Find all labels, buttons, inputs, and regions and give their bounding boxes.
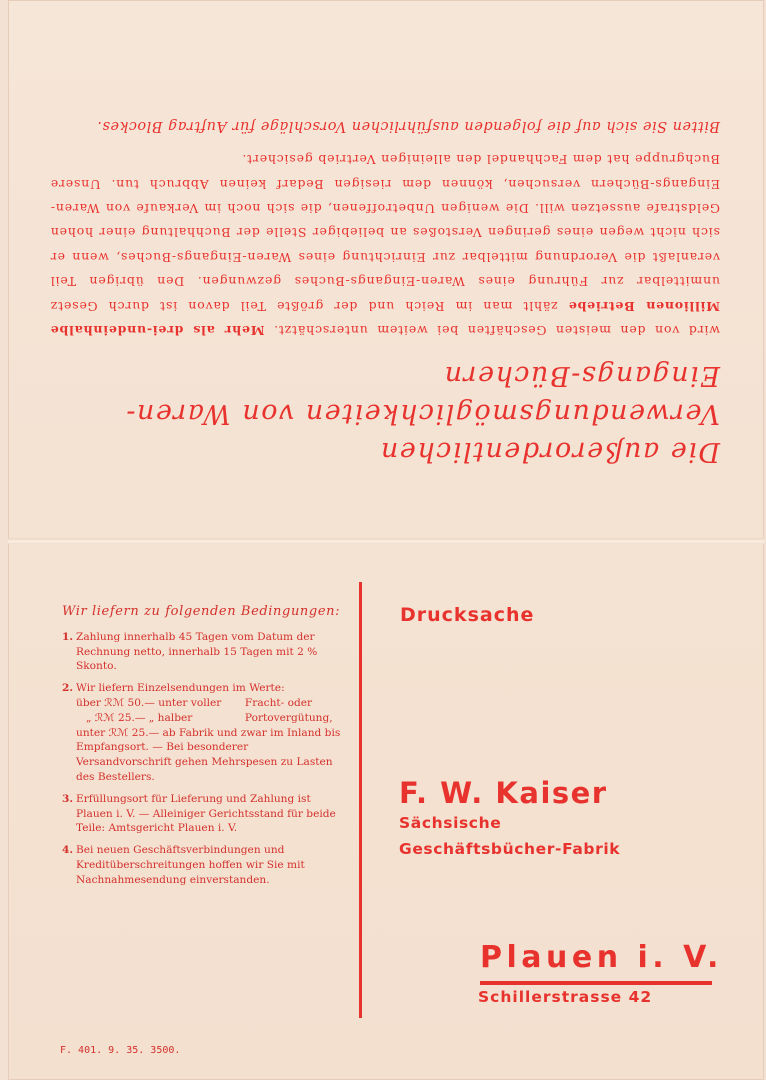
value-cell: Fracht- oder (244, 696, 313, 709)
condition-text: unter ℛℳ 25.— ab Fabrik und zwar im Inland bis Empfangsort. — Bei besonderer Versandvorschrift gehen Mehrspesen zu Lasten des Bestellers. (76, 726, 341, 783)
condition-item-1 (62, 630, 344, 674)
condition-number: 3. (62, 792, 74, 805)
form-code: F. 401. 9. 35. 3500. (60, 1045, 181, 1056)
upper-body-part-3: zählt man im Reich und der größte Teil davon ist durch Gesetz unmittelbar zur Führung eines Waren-Eingangs-Buches gezwungen. Den übrigen Teil veranlaßt die Verordnung mittelbar zur Einrichtung eines Waren-Eingangs-Buches, wenn er sich nicht wegen eines geringen Verstoßes an beliebiger Stelle der Buchhaltung einer hohen Geldstrafe aussetzen will. Die wenigen Unbetroffenen, die sich noch im Verkaufe von Waren-Eingangs-Büchern versuchen, können dem riesigen Bedarf keinen Abbruch tun. Unsere Buchgruppe hat dem Fachhandel den alleinigen Vertrieb gesichert. (50, 152, 720, 314)
value-row (76, 696, 344, 711)
conditions-block (62, 605, 344, 895)
company-descriptor-line2: Geschäftsbücher-Fabrik (399, 840, 621, 858)
street-address: Schillerstrasse 42 (478, 988, 653, 1006)
upper-title: Die außerordentlichen Verwendungsmöglichkeiten von Waren-Eingangs-Büchern (124, 360, 720, 467)
fold-line (8, 538, 764, 544)
upper-body (50, 147, 720, 342)
condition-item-2 (62, 681, 344, 785)
upper-body-emphasis: Mehr als drei-undeinhalbe Millionen Betriebe (50, 298, 720, 338)
condition-item-4 (62, 843, 344, 887)
value-cell: über ℛℳ 50.— unter voller (76, 696, 222, 709)
upper-panel-inverted (50, 100, 720, 470)
condition-number: 1. (62, 630, 74, 643)
condition-number: 2. (62, 682, 74, 695)
condition-item-3 (62, 792, 344, 836)
city-name: Plauen i. V. (480, 940, 712, 985)
value-cell: „ ℛℳ 25.— „ halber (86, 711, 193, 724)
upper-closing-line: Bitten Sie sich auf die folgenden ausführlichen Vorschläge für Auftrag Blockes. (96, 117, 720, 134)
condition-text: Bei neuen Geschäftsverbindungen und Kreditüberschreitungen hoffen wir Sie mit Nachnahmesendung einverstanden. (76, 844, 305, 886)
company-descriptor-line1: Sächsische (399, 814, 502, 832)
upper-body-part-1: wird von den meisten Geschäften bei weitem unterschätzt. (264, 323, 720, 338)
condition-intro: Wir liefern Einzelsendungen im Werte: (76, 682, 285, 695)
value-table (76, 696, 344, 726)
condition-text: Erfüllungsort für Lieferung und Zahlung ist Plauen i. V. — Alleiniger Gerichtsstand für beide Teile: Amtsgericht Plauen i. V. (76, 792, 336, 835)
value-cell: Portovergütung, (244, 711, 333, 724)
company-name: F. W. Kaiser (399, 776, 608, 810)
value-row (76, 711, 344, 726)
vertical-divider (359, 582, 362, 1018)
condition-text: Zahlung innerhalb 45 Tagen vom Datum der Rechnung netto, innerhalb 15 Tagen mit 2 % Skonto. (76, 630, 318, 673)
printed-matter-label: Drucksache (400, 604, 535, 626)
conditions-heading: Wir liefern zu folgenden Bedingungen: (62, 604, 341, 619)
condition-number: 4. (62, 844, 74, 857)
